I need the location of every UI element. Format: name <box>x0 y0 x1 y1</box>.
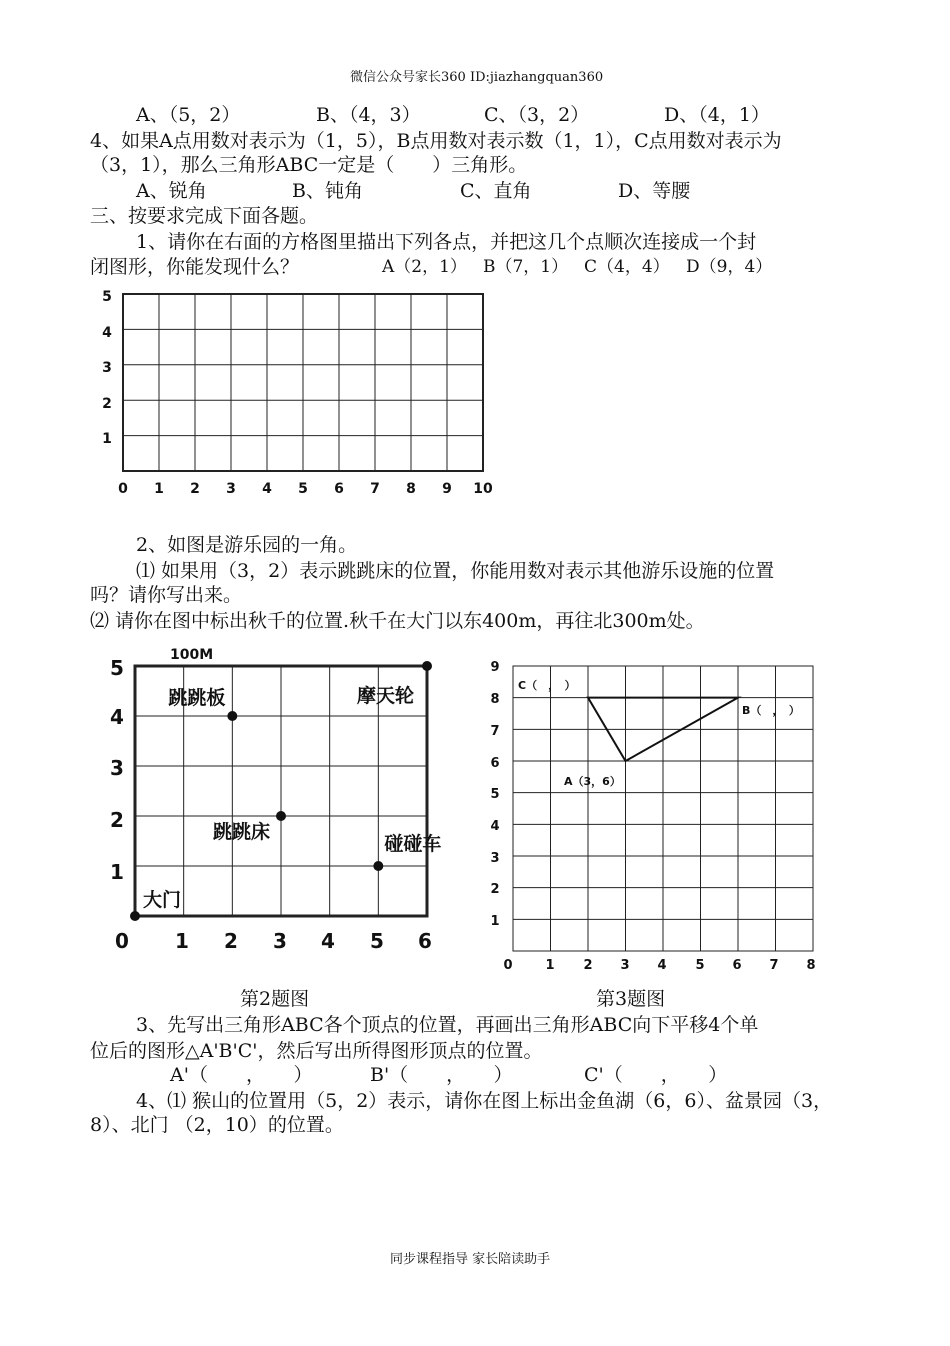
grid1-x-label: 0 <box>118 481 128 497</box>
fig3-label-c: C（ ， ） <box>518 679 576 692</box>
p3-line1: 3、先写出三角形ABC各个顶点的位置，再画出三角形ABC向下平移4个单 <box>136 1014 759 1036</box>
page-footer: 同步课程指导 家长陪读助手 <box>390 1252 551 1267</box>
fig2-y-label: 3 <box>110 756 124 780</box>
grid1-x-label: 6 <box>334 481 344 497</box>
grid1-x-label: 4 <box>262 481 272 497</box>
fig3-y-label: 8 <box>490 692 500 707</box>
p1-point-c: C（4，4） <box>584 257 670 277</box>
fig2-place-label: 跳跳板 <box>168 687 226 709</box>
fig2-places <box>130 661 441 921</box>
fig2-x-label: 4 <box>321 929 335 953</box>
fig3-y-label: 6 <box>490 756 500 771</box>
fig2-place-dot <box>276 811 286 821</box>
p1-line1: 1、请你在右面的方格图里描出下列各点，并把这几个点顺次连接成一个封 <box>136 231 757 253</box>
p3-answer-a: A'（ ， ） <box>170 1064 313 1086</box>
p2-line2: ⑴ 如果用（3，2）表示跳跳床的位置，你能用数对表示其他游乐设施的位置 <box>136 560 775 582</box>
grid1-x-labels <box>118 481 493 497</box>
fig3-label-a: A（3，6） <box>564 775 621 788</box>
grid1-y-labels <box>102 289 112 447</box>
grid1-y-label: 1 <box>102 431 112 447</box>
grid1-x-label: 1 <box>154 481 164 497</box>
fig3-y-label: 3 <box>490 851 500 866</box>
fig2-x-label: 2 <box>224 929 238 953</box>
grid1-x-label: 2 <box>190 481 200 497</box>
fig2-place-label: 碰碰车 <box>384 833 442 855</box>
fig3-y-label: 5 <box>490 787 500 802</box>
fig2-x-label: 3 <box>273 929 287 953</box>
fig3-x-labels <box>503 958 815 973</box>
fig2-place-label: 大门 <box>143 889 182 911</box>
fig3-x-label: 3 <box>620 958 630 973</box>
p3-answer-c: C'（ ， ） <box>584 1064 728 1086</box>
fig2-x-label: 0 <box>115 929 129 953</box>
fig3-x-label: 5 <box>695 958 705 973</box>
grid1-x-label: 10 <box>473 481 493 497</box>
grid1-x-label: 3 <box>226 481 236 497</box>
grid1-y-label: 5 <box>102 289 112 305</box>
q4-option-b: B、钝角 <box>292 180 363 202</box>
p1-point-d: D（9，4） <box>686 257 773 277</box>
fig2-x-label: 1 <box>175 929 189 953</box>
fig2-place-dot <box>130 911 140 921</box>
p3-answer-b: B'（ ， ） <box>370 1064 513 1086</box>
fig3-caption: 第3题图 <box>596 988 666 1010</box>
fig3-x-label: 7 <box>769 958 779 973</box>
q4-option-d: D、等腰 <box>618 180 691 202</box>
fig2-place-label: 跳跳床 <box>213 821 271 843</box>
grid1-lines <box>123 294 483 471</box>
q3-option-b: B、（4，3） <box>316 104 421 126</box>
fig3-y-label: 4 <box>490 819 500 834</box>
fig2-place-dot <box>227 711 237 721</box>
fig3-y-label: 9 <box>490 660 500 675</box>
grid1-y-label: 2 <box>102 396 112 412</box>
grid1-figure <box>90 284 510 504</box>
fig3-y-labels <box>490 660 499 929</box>
fig2-x-label: 6 <box>418 929 432 953</box>
fig3-x-label: 2 <box>583 958 593 973</box>
fig2-place-dot <box>373 861 383 871</box>
fig2-y-label: 1 <box>110 860 124 884</box>
grid1-x-label: 7 <box>370 481 380 497</box>
fig2-y-labels <box>110 656 124 884</box>
q3-option-a: A、（5，2） <box>136 104 241 126</box>
fig2-park-map <box>100 640 450 960</box>
q4-line2: （3，1），那么三角形ABC一定是（ ）三角形。 <box>90 154 528 176</box>
fig3-label-b: B（ ， ） <box>742 704 800 717</box>
p4-line1: 4、⑴ 猴山的位置用（5，2）表示，请你在图上标出金鱼湖（6，6）、盆景园（3， <box>136 1090 833 1112</box>
p1-line2: 闭图形，你能发现什么？ <box>90 256 300 278</box>
fig2-y-label: 5 <box>110 656 124 680</box>
q4-option-c: C、直角 <box>460 180 532 202</box>
fig2-place-label: 摩天轮 <box>357 685 415 707</box>
grid1-y-label: 4 <box>102 325 112 341</box>
p2-line1: 2、如图是游乐园的一角。 <box>136 534 358 556</box>
grid1-x-label: 5 <box>298 481 308 497</box>
fig3-y-label: 7 <box>490 724 500 739</box>
q3-option-d: D、（4，1） <box>664 104 770 126</box>
p3-line2: 位后的图形△A'B'C'，然后写出所得图形顶点的位置。 <box>90 1040 543 1062</box>
p2-line3: 吗？请你写出来。 <box>90 584 243 606</box>
fig2-place-dot <box>422 661 432 671</box>
q4-line1: 4、如果A点用数对表示为（1，5），B点用数对表示数（1，1），C点用数对表示为 <box>90 130 782 152</box>
p4-line2: 8）、北门 （2，10）的位置。 <box>90 1114 344 1136</box>
fig2-scale-label: 100M <box>170 647 214 663</box>
fig2-caption: 第2题图 <box>240 988 310 1010</box>
section-title: 三、按要求完成下面各题。 <box>90 205 319 227</box>
q3-option-c: C、（3，2） <box>484 104 590 126</box>
page-header: 微信公众号家长360 ID:jiazhangquan360 <box>350 70 604 85</box>
p1-point-a: A（2，1） <box>382 257 467 277</box>
p2-line4: ⑵ 请你在图中标出秋千的位置.秋千在大门以东400m，再往北300m处。 <box>90 610 705 632</box>
fig2-x-labels <box>115 929 432 953</box>
fig3-x-label: 8 <box>806 958 816 973</box>
fig3-y-label: 2 <box>490 882 500 897</box>
fig3-x-label: 0 <box>503 958 513 973</box>
fig3-x-label: 6 <box>732 958 742 973</box>
fig3-x-label: 1 <box>545 958 555 973</box>
fig2-y-label: 4 <box>110 705 124 729</box>
fig3-triangle-grid <box>480 655 825 975</box>
grid1-x-label: 9 <box>442 481 452 497</box>
p1-point-b: B（7，1） <box>483 257 569 277</box>
grid1-x-label: 8 <box>406 481 416 497</box>
fig2-y-label: 2 <box>110 808 124 832</box>
q4-option-a: A、锐角 <box>136 180 207 202</box>
fig3-x-label: 4 <box>657 958 667 973</box>
fig3-y-label: 1 <box>490 914 500 929</box>
fig2-x-label: 5 <box>370 929 384 953</box>
grid1-y-label: 3 <box>102 360 112 376</box>
